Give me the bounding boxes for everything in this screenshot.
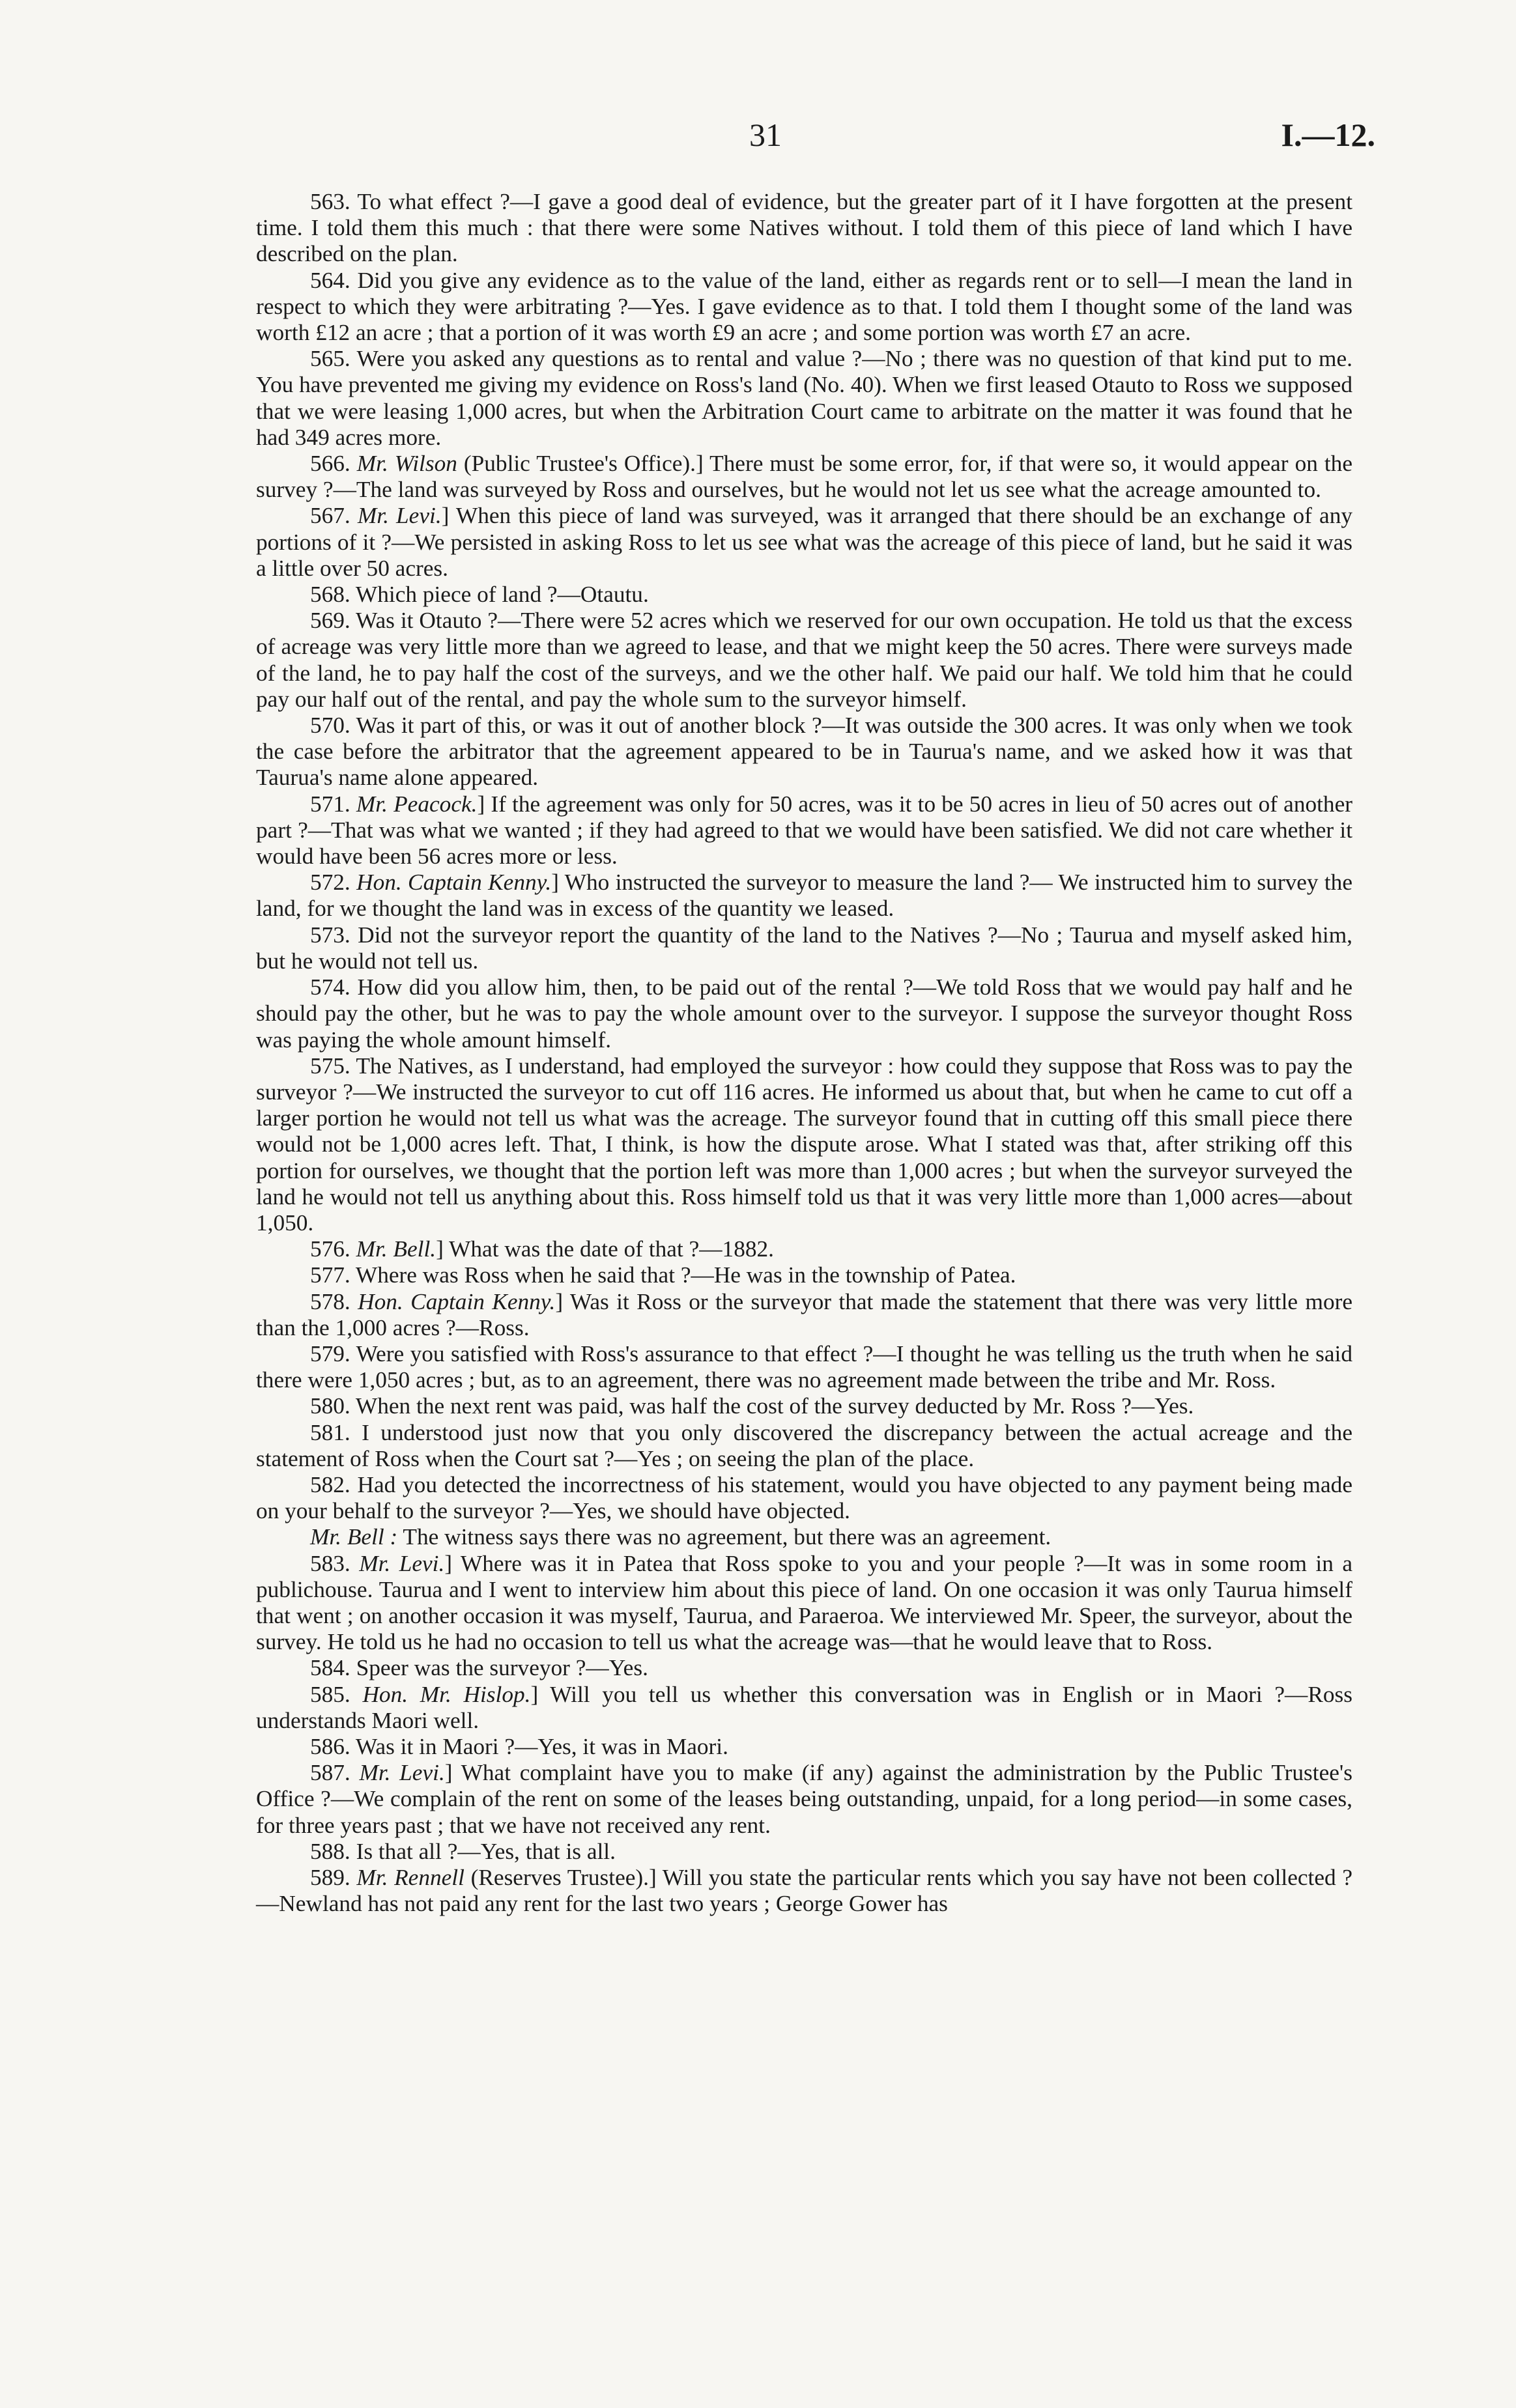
paragraph [256, 1472, 1352, 1524]
paragraph-number: 572. [309, 870, 350, 896]
paragraph-text: Did you give any evidence as to the value of the land, either as regards rent or to sell—I mean the land in respect to which they were arbitrating ?—Yes. I gave evidence as to that. I told them I thought some of the land was worth £12 an acre ; that a portion of it was worth £9 an acre ; and some portion was worth £7 an acre. [256, 267, 1352, 346]
paragraph-number: 569. [309, 608, 350, 634]
paragraph [256, 582, 1352, 608]
paragraph-text: Who instructed the surveyor to measure the land ?— We instructed him to survey the land, for we thought the land was in excess of the quantity we leased. [256, 870, 1352, 922]
paragraph-text: Had you detected the incorrectness of his statement, would you have objected to any payment being made on your behalf to the surveyor ?—Yes, we should have objected. [256, 1471, 1352, 1524]
speaker-suffix: ] [436, 1236, 444, 1262]
paragraph-text: Where was Ross when he said that ?—He was in the township of Patea. [355, 1262, 1016, 1288]
speaker: Mr. Levi. [357, 503, 442, 529]
paragraph-number: 576. [309, 1236, 350, 1262]
paragraph-number: 575. [309, 1053, 350, 1079]
speaker: Mr. Bell : [309, 1524, 398, 1550]
paragraph-number: 580. [309, 1393, 350, 1419]
speaker: Mr. Wilson [356, 451, 457, 477]
paragraph [256, 1289, 1352, 1341]
document-body [256, 189, 1352, 1917]
paragraph-text: Will you state the particular rents which you say have not been collected ?—Newland has not paid any rent for the last two years ; George Gower has [256, 1865, 1352, 1917]
paragraph-number: 573. [309, 922, 350, 948]
paragraph-text: The Natives, as I understand, had employed the surveyor : how could they suppose that Ross was to pay the surveyor ?—We instructed the surveyor to cut off 116 acres. He informed us about that, but when he came to cut off a larger portion he would not tell us what was the acreage. The surveyor found that in cutting off this small piece there would not be 1,000 acres left. That, I think, is how the dispute arose. What I stated was that, after striking off this portion for ourselves, we thought that the portion left was more than 1,000 acres ; but when the surveyor surveyed the land he would not tell us anything about this. Ross himself told us that it was very little more than 1,000 acres—about 1,050. [256, 1053, 1352, 1236]
paragraph-text: To what effect ?—I gave a good deal of evidence, but the greater part of it I have forgotten at the present time. I told them this much : that there were some Natives without. I told them of this piece of land which I have described on the plan. [256, 189, 1352, 267]
paragraph [256, 1839, 1352, 1865]
paragraph-number: 564. [309, 267, 350, 293]
paragraph [256, 974, 1352, 1053]
paragraph-number: 582. [309, 1471, 350, 1497]
paragraph [256, 1760, 1352, 1839]
paragraph-number: 588. [309, 1838, 350, 1864]
speaker-suffix: ] [555, 1288, 564, 1314]
paragraph-text: Where was it in Patea that Ross spoke to you and your people ?—It was in some room in a publichouse. Taurua and I went to interview him about this piece of land. On one occasion it was only Taurua himself that went ; on another occasion it was myself, Taurua, and Paraeroa. We interviewed Mr. Speer, the surveyor, about the survey. He told us he had no occasion to tell us what the acreage was—that he would leave that to Ross. [256, 1550, 1353, 1655]
page-header [0, 116, 1516, 168]
speaker: Mr. Peacock. [356, 791, 478, 817]
paragraph-number: 571. [309, 791, 350, 817]
paragraph [256, 1524, 1352, 1550]
paragraph-number: 581. [309, 1419, 350, 1445]
paragraph [256, 870, 1352, 922]
paragraph [256, 1420, 1352, 1472]
paragraph [256, 268, 1352, 347]
paragraph [256, 608, 1352, 713]
paragraph-text: Will you tell us whether this conversation was in English or in Maori ?—Ross understands Maori well. [256, 1681, 1352, 1733]
paragraph-text: When the next rent was paid, was half the cost of the survey deducted by Mr. Ross ?—Yes. [355, 1393, 1194, 1419]
paragraph-text: I understood just now that you only discovered the discrepancy between the actual acreage and the statement of Ross when the Court sat ?—Yes ; on seeing the plan of the place. [256, 1419, 1352, 1471]
paragraph [256, 791, 1352, 870]
paragraph-text: There must be some error, for, if that were so, it would appear on the survey ?—The land was surveyed by Ross and ourselves, but he would not let us see what the acreage amounted to. [256, 451, 1352, 503]
speaker-suffix: ] [441, 503, 450, 529]
paragraph [256, 1393, 1352, 1419]
speaker-suffix: ] [444, 1760, 453, 1786]
speaker: Mr. Bell. [356, 1236, 436, 1262]
speaker-suffix: ] [551, 870, 559, 896]
paragraph [256, 1262, 1352, 1288]
paragraph-text: Which piece of land ?—Otautu. [355, 582, 649, 608]
paragraph-number: 565. [309, 346, 350, 372]
paragraph [256, 1341, 1352, 1393]
paragraph [256, 1053, 1352, 1236]
paragraph-text: What complaint have you to make (if any) against the administration by the Public Trustee's Office ?—We complain of the rent on some of the leases being outstanding, unpaid, for a long period—in some cases, for three years past ; that we have not received any rent. [256, 1760, 1353, 1838]
paragraph-text: Was it in Maori ?—Yes, it was in Maori. [355, 1733, 728, 1759]
paragraph-number: 589. [309, 1865, 350, 1890]
page-number: 31 [749, 117, 782, 153]
document-reference: I.—12. [1281, 117, 1375, 153]
paragraph-number: 586. [309, 1733, 350, 1759]
paragraph [256, 346, 1352, 451]
speaker-suffix: (Public Trustee's Office).] [457, 451, 704, 477]
paragraph-number: 566. [309, 451, 350, 477]
paragraph-text: Is that all ?—Yes, that is all. [356, 1838, 616, 1864]
paragraph [256, 1734, 1352, 1760]
paragraph [256, 451, 1352, 503]
paragraph-text: Was it part of this, or was it out of another block ?—It was outside the 300 acres. It was only when we took the case before the arbitrator that the agreement appeared to be in Taurua's name, and we asked how it was that Taurua's name alone appeared. [256, 713, 1353, 791]
paragraph-text: When this piece of land was surveyed, was it arranged that there should be an exchange of any portions of it ?—We persisted in asking Ross to let us see what was the acreage of this piece of land, but he said it was a little over 50 acres. [256, 503, 1353, 581]
paragraph-text: The witness says there was no agreement, but there was an agreement. [397, 1524, 1051, 1550]
speaker: Hon. Captain Kenny. [356, 870, 552, 896]
speaker-suffix: ] [530, 1681, 539, 1707]
paragraph [256, 503, 1352, 582]
paragraph-number: 568. [309, 582, 350, 608]
paragraph-text: Were you asked any questions as to rental and value ?—No ; there was no question of that kind put to me. You have prevented me giving my evidence on Ross's land (No. 40). When we first leased Otauto to Ross we supposed that we were leasing 1,000 acres, but when the Arbitration Court came to arbitrate on the matter it was found that he had 349 acres more. [256, 346, 1353, 450]
paragraph-text: Did not the surveyor report the quantity of the land to the Natives ?—No ; Taurua and myself asked him, but he would not tell us. [256, 922, 1352, 974]
paragraph-number: 567. [309, 503, 350, 529]
paragraph-text: If the agreement was only for 50 acres, was it to be 50 acres in lieu of 50 acres out of another part ?—That was what we wanted ; if they had agreed to that we would have been satisfied. We did not care whether it would have been 56 acres more or less. [256, 791, 1352, 870]
speaker: Mr. Rennell [356, 1865, 465, 1890]
paragraph-number: 574. [309, 974, 350, 1000]
paragraph-number: 570. [309, 713, 350, 739]
paragraph [256, 1551, 1352, 1656]
paragraph-text: What was the date of that ?—1882. [443, 1236, 774, 1262]
speaker: Hon. Mr. Hislop. [362, 1681, 531, 1707]
paragraph-text: Were you satisfied with Ross's assurance to that effect ?—I thought he was telling us the truth when he said there were 1,050 acres ; but, as to an agreement, there was no agreement made between the tribe and Mr. Ross. [256, 1340, 1352, 1393]
paragraph-text: How did you allow him, then, to be paid out of the rental ?—We told Ross that we would pay half and he should pay the other, but he was to pay the whole amount over to the surveyor. I suppose the surveyor thought Ross was paying the whole amount himself. [256, 974, 1352, 1053]
paragraph-text: Was it Otauto ?—There were 52 acres which we reserved for our own occupation. He told us that the excess of acreage was very little more than we agreed to lease, and that we might keep the 50 acres. There were surveys made of the land, he to pay half the cost of the surveys, and we the other half. We paid our half. We told him that he could pay our half out of the rental, and pay the whole sum to the surveyor himself. [256, 608, 1353, 712]
paragraph [256, 713, 1352, 791]
paragraph-number: 584. [309, 1655, 350, 1681]
paragraph-number: 587. [309, 1760, 350, 1786]
paragraph [256, 1865, 1352, 1917]
speaker: Hon. Captain Kenny. [358, 1288, 556, 1314]
speaker-suffix: ] [444, 1550, 453, 1576]
paragraph-text: Speer was the surveyor ?—Yes. [356, 1655, 648, 1681]
speaker: Mr. Levi. [359, 1550, 445, 1576]
paragraph [256, 1236, 1352, 1262]
paragraph [256, 189, 1352, 268]
paragraph-number: 583. [309, 1550, 350, 1576]
speaker: Mr. Levi. [359, 1760, 445, 1786]
speaker-suffix: (Reserves Trustee).] [464, 1865, 657, 1890]
paragraph [256, 922, 1352, 974]
paragraph-text: Was it Ross or the surveyor that made the statement that there was very little more than the 1,000 acres ?—Ross. [256, 1288, 1353, 1340]
paragraph-number: 579. [309, 1340, 350, 1367]
paragraph-number: 578. [309, 1288, 350, 1314]
paragraph [256, 1655, 1352, 1681]
paragraph [256, 1682, 1352, 1734]
speaker-suffix: ] [477, 791, 485, 817]
paragraph-number: 585. [309, 1681, 350, 1707]
paragraph-number: 577. [309, 1262, 350, 1288]
paragraph-number: 563. [309, 189, 350, 214]
